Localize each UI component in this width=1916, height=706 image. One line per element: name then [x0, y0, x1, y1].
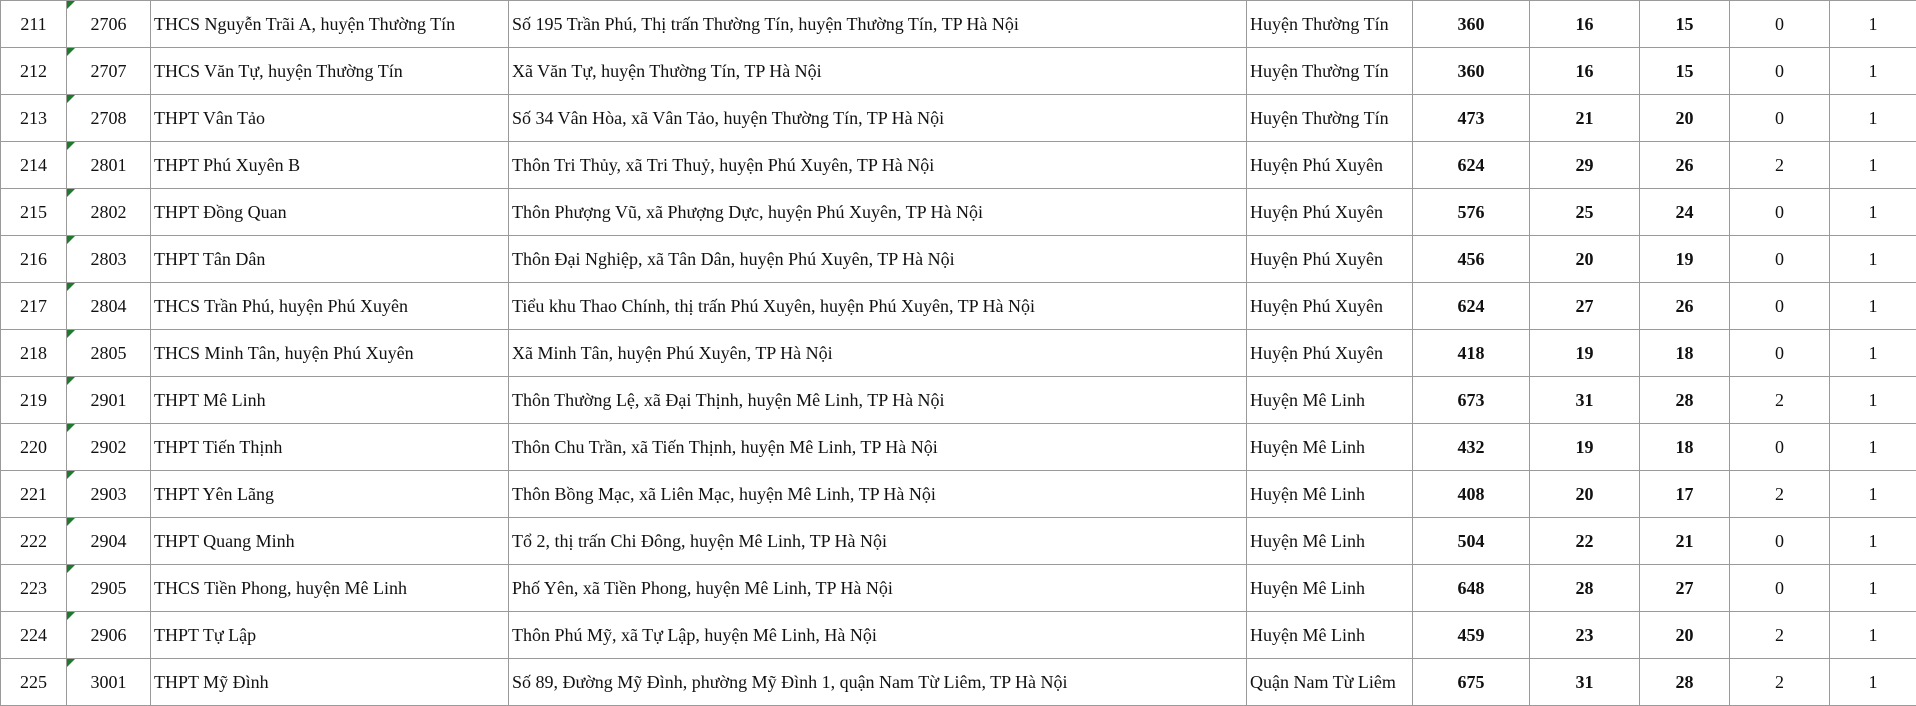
table-row	[1, 518, 1916, 565]
cell-value-2[interactable]: 16	[1530, 1, 1640, 48]
cell-value-2[interactable]: 20	[1530, 471, 1640, 518]
cell-value-3[interactable]: 17	[1640, 471, 1730, 518]
cell-value-1[interactable]: 360	[1413, 48, 1530, 95]
cell-value-5[interactable]: 1	[1830, 377, 1916, 424]
table-row	[1, 612, 1916, 659]
cell-address[interactable]: Thôn Bồng Mạc, xã Liên Mạc, huyện Mê Linh, TP Hà Nội	[509, 471, 1247, 518]
cell-value-1[interactable]: 675	[1413, 659, 1530, 706]
cell-address[interactable]: Phố Yên, xã Tiền Phong, huyện Mê Linh, TP Hà Nội	[509, 565, 1247, 612]
cell-address[interactable]: Tổ 2, thị trấn Chi Đông, huyện Mê Linh, TP Hà Nội	[509, 518, 1247, 565]
cell-value-1[interactable]: 624	[1413, 142, 1530, 189]
cell-value-4[interactable]: 2	[1730, 471, 1830, 518]
cell-district[interactable]: Quận Nam Từ Liêm	[1247, 659, 1413, 706]
cell-school-name[interactable]: THPT Quang Minh	[151, 518, 509, 565]
cell-district[interactable]: Huyện Mê Linh	[1247, 424, 1413, 471]
cell-stt[interactable]: 217	[1, 283, 67, 330]
cell-value-5[interactable]: 1	[1830, 565, 1916, 612]
cell-value-1[interactable]: 576	[1413, 189, 1530, 236]
cell-school-code[interactable]: 2707	[67, 48, 151, 95]
cell-stt[interactable]: 219	[1, 377, 67, 424]
cell-school-code[interactable]: 2805	[67, 330, 151, 377]
cell-value-3[interactable]: 21	[1640, 518, 1730, 565]
cell-district[interactable]: Huyện Thường Tín	[1247, 1, 1413, 48]
cell-address[interactable]: Số 89, Đường Mỹ Đình, phường Mỹ Đình 1, quận Nam Từ Liêm, TP Hà Nội	[509, 659, 1247, 706]
cell-school-name[interactable]: THPT Tự Lập	[151, 612, 509, 659]
cell-value-4[interactable]: 0	[1730, 565, 1830, 612]
cell-value-3[interactable]: 20	[1640, 95, 1730, 142]
cell-value-5[interactable]: 1	[1830, 189, 1916, 236]
cell-school-code[interactable]: 2902	[67, 424, 151, 471]
cell-school-name[interactable]: THPT Vân Tảo	[151, 95, 509, 142]
cell-value-3[interactable]: 27	[1640, 565, 1730, 612]
cell-value-3[interactable]: 18	[1640, 330, 1730, 377]
cell-value-2[interactable]: 19	[1530, 424, 1640, 471]
cell-stt[interactable]: 216	[1, 236, 67, 283]
cell-value-2[interactable]: 29	[1530, 142, 1640, 189]
cell-value-5[interactable]: 1	[1830, 142, 1916, 189]
cell-value-2[interactable]: 20	[1530, 236, 1640, 283]
cell-stt[interactable]: 220	[1, 424, 67, 471]
table-row	[1, 283, 1916, 330]
table-row	[1, 424, 1916, 471]
cell-district[interactable]: Huyện Phú Xuyên	[1247, 330, 1413, 377]
cell-value-5[interactable]: 1	[1830, 612, 1916, 659]
cell-school-code[interactable]: 2706	[67, 1, 151, 48]
cell-value-3[interactable]: 24	[1640, 189, 1730, 236]
cell-value-5[interactable]: 1	[1830, 48, 1916, 95]
cell-value-5[interactable]: 1	[1830, 424, 1916, 471]
cell-address[interactable]: Số 34 Vân Hòa, xã Vân Tảo, huyện Thường Tín, TP Hà Nội	[509, 95, 1247, 142]
cell-district[interactable]: Huyện Mê Linh	[1247, 612, 1413, 659]
cell-value-1[interactable]: 459	[1413, 612, 1530, 659]
cell-value-3[interactable]: 19	[1640, 236, 1730, 283]
cell-district[interactable]: Huyện Phú Xuyên	[1247, 142, 1413, 189]
cell-stt[interactable]: 212	[1, 48, 67, 95]
cell-value-5[interactable]: 1	[1830, 1, 1916, 48]
cell-value-3[interactable]: 28	[1640, 377, 1730, 424]
cell-value-5[interactable]: 1	[1830, 518, 1916, 565]
cell-district[interactable]: Huyện Thường Tín	[1247, 95, 1413, 142]
cell-school-name[interactable]: THPT Đồng Quan	[151, 189, 509, 236]
table-body	[1, 1, 1916, 706]
cell-value-1[interactable]: 473	[1413, 95, 1530, 142]
cell-school-name[interactable]: THPT Tiến Thịnh	[151, 424, 509, 471]
cell-school-code[interactable]: 2903	[67, 471, 151, 518]
cell-school-name[interactable]: THCS Minh Tân, huyện Phú Xuyên	[151, 330, 509, 377]
table-row	[1, 189, 1916, 236]
cell-district[interactable]: Huyện Phú Xuyên	[1247, 283, 1413, 330]
table-row	[1, 330, 1916, 377]
cell-value-4[interactable]: 0	[1730, 518, 1830, 565]
cell-value-4[interactable]: 2	[1730, 612, 1830, 659]
table-row	[1, 1, 1916, 48]
table-row	[1, 48, 1916, 95]
cell-school-code[interactable]: 2708	[67, 95, 151, 142]
cell-school-code[interactable]: 2804	[67, 283, 151, 330]
cell-value-4[interactable]: 0	[1730, 1, 1830, 48]
cell-address[interactable]: Tiểu khu Thao Chính, thị trấn Phú Xuyên, huyện Phú Xuyên, TP Hà Nội	[509, 283, 1247, 330]
cell-address[interactable]: Thôn Phú Mỹ, xã Tự Lập, huyện Mê Linh, Hà Nội	[509, 612, 1247, 659]
cell-address[interactable]: Thôn Thường Lệ, xã Đại Thịnh, huyện Mê Linh, TP Hà Nội	[509, 377, 1247, 424]
cell-address[interactable]: Xã Minh Tân, huyện Phú Xuyên, TP Hà Nội	[509, 330, 1247, 377]
cell-stt[interactable]: 213	[1, 95, 67, 142]
cell-school-code[interactable]: 2801	[67, 142, 151, 189]
cell-school-name[interactable]: THPT Mê Linh	[151, 377, 509, 424]
table-row	[1, 377, 1916, 424]
cell-value-4[interactable]: 0	[1730, 48, 1830, 95]
cell-stt[interactable]: 225	[1, 659, 67, 706]
cell-value-1[interactable]: 418	[1413, 330, 1530, 377]
cell-school-code[interactable]: 3001	[67, 659, 151, 706]
cell-address[interactable]: Thôn Đại Nghiệp, xã Tân Dân, huyện Phú Xuyên, TP Hà Nội	[509, 236, 1247, 283]
table-row	[1, 659, 1916, 706]
cell-value-2[interactable]: 16	[1530, 48, 1640, 95]
cell-value-4[interactable]: 2	[1730, 377, 1830, 424]
cell-school-name[interactable]: THCS Tiền Phong, huyện Mê Linh	[151, 565, 509, 612]
cell-value-2[interactable]: 31	[1530, 377, 1640, 424]
cell-value-2[interactable]: 28	[1530, 565, 1640, 612]
cell-school-code[interactable]: 2904	[67, 518, 151, 565]
cell-value-2[interactable]: 21	[1530, 95, 1640, 142]
cell-district[interactable]: Huyện Mê Linh	[1247, 377, 1413, 424]
cell-value-3[interactable]: 26	[1640, 283, 1730, 330]
cell-value-5[interactable]: 1	[1830, 95, 1916, 142]
cell-value-1[interactable]: 432	[1413, 424, 1530, 471]
table-row	[1, 142, 1916, 189]
cell-address[interactable]: Thôn Tri Thủy, xã Tri Thuỷ, huyện Phú Xuyên, TP Hà Nội	[509, 142, 1247, 189]
cell-school-code[interactable]: 2901	[67, 377, 151, 424]
cell-school-code[interactable]: 2905	[67, 565, 151, 612]
cell-value-1[interactable]: 673	[1413, 377, 1530, 424]
cell-value-5[interactable]: 1	[1830, 471, 1916, 518]
cell-school-code[interactable]: 2802	[67, 189, 151, 236]
cell-value-4[interactable]: 0	[1730, 236, 1830, 283]
cell-school-name[interactable]: THCS Trần Phú, huyện Phú Xuyên	[151, 283, 509, 330]
cell-value-3[interactable]: 15	[1640, 48, 1730, 95]
cell-district[interactable]: Huyện Phú Xuyên	[1247, 236, 1413, 283]
cell-district[interactable]: Huyện Mê Linh	[1247, 518, 1413, 565]
cell-school-name[interactable]: THPT Tân Dân	[151, 236, 509, 283]
cell-value-4[interactable]: 0	[1730, 189, 1830, 236]
cell-value-3[interactable]: 26	[1640, 142, 1730, 189]
table-row	[1, 471, 1916, 518]
cell-stt[interactable]: 218	[1, 330, 67, 377]
cell-value-3[interactable]: 28	[1640, 659, 1730, 706]
cell-value-4[interactable]: 2	[1730, 659, 1830, 706]
cell-stt[interactable]: 211	[1, 1, 67, 48]
table-row	[1, 236, 1916, 283]
cell-school-name[interactable]: THCS Văn Tự, huyện Thường Tín	[151, 48, 509, 95]
cell-value-3[interactable]: 15	[1640, 1, 1730, 48]
cell-value-1[interactable]: 648	[1413, 565, 1530, 612]
cell-district[interactable]: Huyện Mê Linh	[1247, 565, 1413, 612]
cell-value-4[interactable]: 0	[1730, 283, 1830, 330]
cell-school-code[interactable]: 2803	[67, 236, 151, 283]
cell-value-2[interactable]: 19	[1530, 330, 1640, 377]
cell-stt[interactable]: 223	[1, 565, 67, 612]
cell-district[interactable]: Huyện Mê Linh	[1247, 471, 1413, 518]
cell-value-4[interactable]: 0	[1730, 424, 1830, 471]
cell-value-1[interactable]: 408	[1413, 471, 1530, 518]
cell-value-5[interactable]: 1	[1830, 659, 1916, 706]
cell-school-code[interactable]: 2906	[67, 612, 151, 659]
cell-value-2[interactable]: 31	[1530, 659, 1640, 706]
cell-address[interactable]: Xã Văn Tự, huyện Thường Tín, TP Hà Nội	[509, 48, 1247, 95]
cell-stt[interactable]: 215	[1, 189, 67, 236]
cell-stt[interactable]: 214	[1, 142, 67, 189]
cell-value-3[interactable]: 18	[1640, 424, 1730, 471]
cell-value-2[interactable]: 25	[1530, 189, 1640, 236]
cell-value-5[interactable]: 1	[1830, 330, 1916, 377]
cell-value-5[interactable]: 1	[1830, 236, 1916, 283]
cell-value-4[interactable]: 0	[1730, 330, 1830, 377]
cell-address[interactable]: Thôn Phượng Vũ, xã Phượng Dực, huyện Phú Xuyên, TP Hà Nội	[509, 189, 1247, 236]
cell-value-1[interactable]: 624	[1413, 283, 1530, 330]
cell-stt[interactable]: 224	[1, 612, 67, 659]
cell-school-name[interactable]: THPT Phú Xuyên B	[151, 142, 509, 189]
cell-value-2[interactable]: 27	[1530, 283, 1640, 330]
cell-value-4[interactable]: 2	[1730, 142, 1830, 189]
cell-address[interactable]: Thôn Chu Trần, xã Tiến Thịnh, huyện Mê Linh, TP Hà Nội	[509, 424, 1247, 471]
cell-school-name[interactable]: THPT Mỹ Đình	[151, 659, 509, 706]
cell-stt[interactable]: 222	[1, 518, 67, 565]
cell-value-3[interactable]: 20	[1640, 612, 1730, 659]
cell-district[interactable]: Huyện Thường Tín	[1247, 48, 1413, 95]
cell-value-4[interactable]: 0	[1730, 95, 1830, 142]
cell-address[interactable]: Số 195 Trần Phú, Thị trấn Thường Tín, huyện Thường Tín, TP Hà Nội	[509, 1, 1247, 48]
cell-stt[interactable]: 221	[1, 471, 67, 518]
cell-value-2[interactable]: 22	[1530, 518, 1640, 565]
cell-value-1[interactable]: 504	[1413, 518, 1530, 565]
cell-district[interactable]: Huyện Phú Xuyên	[1247, 189, 1413, 236]
table-row	[1, 95, 1916, 142]
cell-value-5[interactable]: 1	[1830, 283, 1916, 330]
cell-value-1[interactable]: 456	[1413, 236, 1530, 283]
cell-value-1[interactable]: 360	[1413, 1, 1530, 48]
cell-value-2[interactable]: 23	[1530, 612, 1640, 659]
cell-school-name[interactable]: THCS Nguyễn Trãi A, huyện Thường Tín	[151, 1, 509, 48]
table-row	[1, 565, 1916, 612]
cell-school-name[interactable]: THPT Yên Lãng	[151, 471, 509, 518]
